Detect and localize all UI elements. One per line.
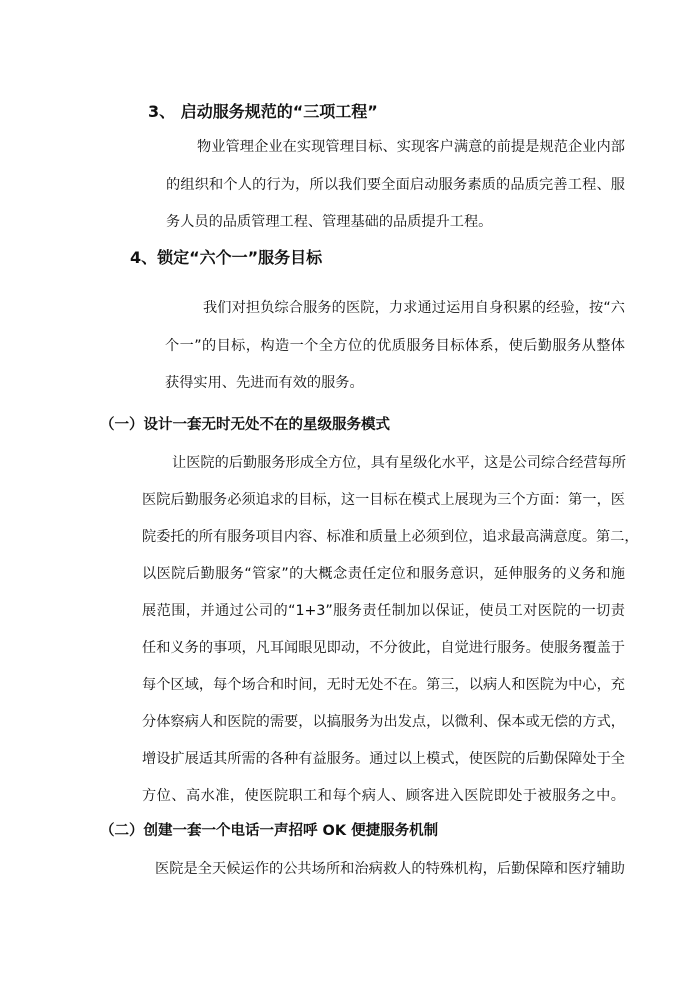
paragraph-line: 展范围，并通过公司的“1+3”服务责任制加以保证，使员工对医院的一切责 xyxy=(142,603,625,619)
paragraph-line: 我们对担负综合服务的医院，力求通过运用自身积累的经验，按“六 xyxy=(203,300,625,316)
section-3-heading: 3、 启动服务规范的“三项工程” xyxy=(148,102,378,121)
paragraph-line: 方位、高水准，使医院职工和每个病人、顾客进入医院即处于被服务之中。 xyxy=(142,788,625,804)
paragraph-line: 获得实用、先进而有效的服务。 xyxy=(165,375,364,391)
paragraph-line: 医院后勤服务必须追求的目标，这一目标在模式上展现为三个方面：第一，医 xyxy=(142,492,625,508)
subsection-2-heading: （二）创建一套一个电话一声招呼 OK 便捷服务机制 xyxy=(100,823,439,839)
paragraph-line: 让医院的后勤服务形成全方位，具有星级化水平，这是公司综合经营每所 xyxy=(172,455,627,471)
paragraph-line: 每个区域，每个场合和时间，无时无处不在。第三，以病人和医院为中心，充 xyxy=(142,677,625,693)
paragraph-line: 以医院后勤服务“管家”的大概念责任定位和服务意识，延伸服务的义务和施 xyxy=(142,566,625,582)
paragraph-line: 院委托的所有服务项目内容、标准和质量上必须到位，追求最高满意度。第二， xyxy=(142,529,639,545)
paragraph-line: 医院是全天候运作的公共场所和治病救人的特殊机构，后勤保障和医疗辅助 xyxy=(155,861,625,877)
paragraph-line: 分体察病人和医院的需要，以搞服务为出发点，以微利、保本或无偿的方式， xyxy=(142,714,625,730)
paragraph-line: 的组织和个人的行为，所以我们要全面启动服务素质的品质完善工程、服 xyxy=(166,177,625,193)
paragraph-line: 个一”的目标，构造一个全方位的优质服务目标体系，使后勤服务从整体 xyxy=(165,338,625,354)
subsection-1-heading: （一）设计一套无时无处不在的星级服务模式 xyxy=(100,417,390,433)
section-4-heading: 4、锁定“六个一”服务目标 xyxy=(130,248,323,267)
paragraph-line: 物业管理企业在实现管理目标、实现客户满意的前提是规范企业内部 xyxy=(197,139,625,155)
paragraph-line: 任和义务的事项，凡耳闻眼见即动，不分彼此，自觉进行服务。使服务覆盖于 xyxy=(142,640,625,656)
paragraph-line: 增设扩展适其所需的各种有益服务。通过以上模式，使医院的后勤保障处于全 xyxy=(142,751,625,767)
paragraph-line: 务人员的品质管理工程、管理基础的品质提升工程。 xyxy=(166,214,493,230)
